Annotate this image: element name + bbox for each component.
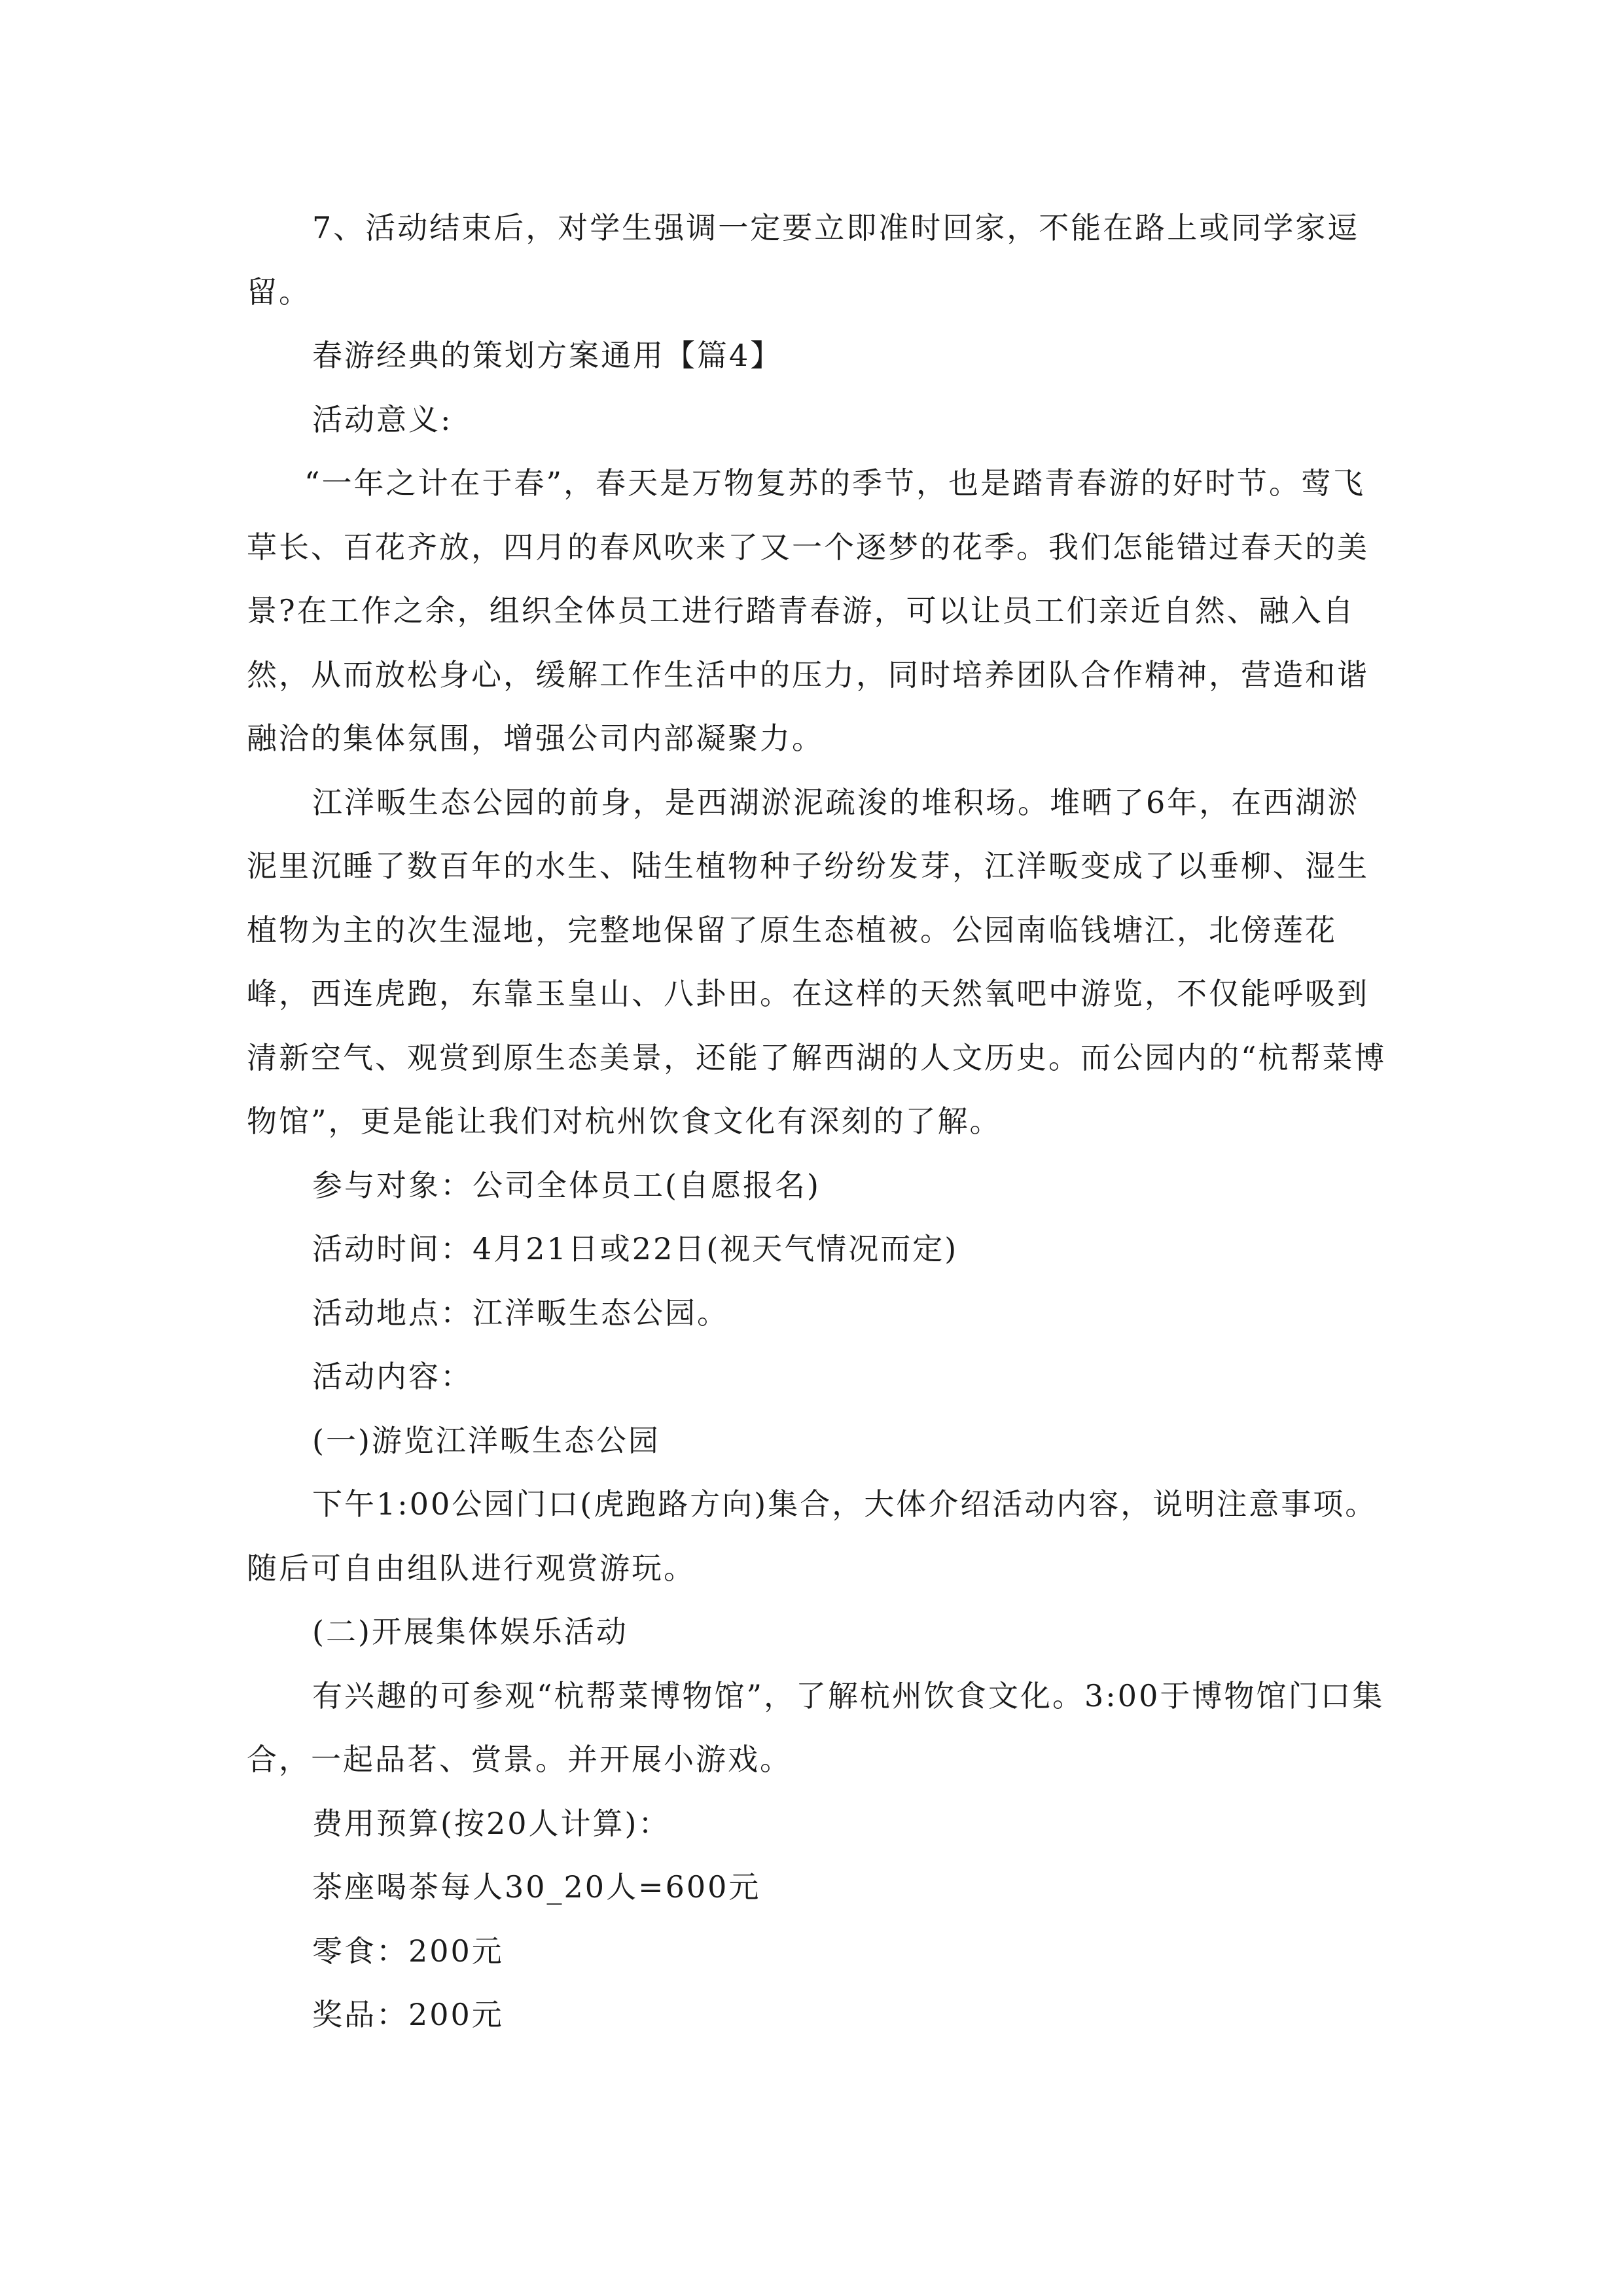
participants-line: 参与对象：公司全体员工(自愿报名) bbox=[312, 1167, 821, 1203]
budget-snacks-line: 零食：200元 bbox=[312, 1933, 504, 1969]
budget-tea-line: 茶座喝茶每人30_20人=600元 bbox=[312, 1869, 761, 1905]
section-heading: 春游经典的策划方案通用【篇4】 bbox=[312, 338, 783, 373]
budget-label: 费用预算(按20人计算)： bbox=[312, 1805, 671, 1841]
budget-prizes-line: 奖品：200元 bbox=[312, 1997, 504, 2032]
activity-time-line: 活动时间：4月21日或22日(视天气情况而定) bbox=[312, 1231, 959, 1266]
park-description-paragraph: 江洋畈生态公园的前身，是西湖淤泥疏浚的堆积场。堆晒了6年，在西湖淤泥里沉睡了数百年的水生、陆生植物种子纷纷发芽，江洋畈变成了以垂柳、湿生植物为主的次生湿地，完整地保留了原生态植被。公园南临钱塘江，北傍莲花峰，西连虎跑，东靠玉皇山、八卦田。在这样的天然氧吧中游览，不仅能呼吸到清新空气、观赏到原生态美景，还能了解西湖的人文历史。而公园内的“杭帮菜博物馆”，更是能让我们对杭州饮食文化有深刻的了解。 bbox=[247, 784, 1387, 1139]
subsection-one-heading: (一)游览江洋畈生态公园 bbox=[312, 1422, 660, 1458]
activity-significance-label: 活动意义: bbox=[312, 401, 453, 437]
activity-significance-paragraph: “一年之计在于春”，春天是万物复苏的季节，也是踏青春游的好时节。莺飞草长、百花齐放，四月的春风吹来了又一个逐梦的花季。我们怎能错过春天的美景?在工作之余，组织全体员工进行踏青春游，可以让员工们亲近自然、融入自然，从而放松身心，缓解工作生活中的压力，同时培养团队合作精神，营造和谐融洽的集体氛围，增强公司内部凝聚力。 bbox=[247, 465, 1369, 756]
document-body bbox=[247, 196, 1389, 2047]
paragraph-item-7: 7、活动结束后，对学生强调一定要立即准时回家，不能在路上或同学家逗留。 bbox=[247, 210, 1360, 310]
subsection-two-paragraph: 有兴趣的可参观“杭帮菜博物馆”，了解杭州饮食文化。3:00于博物馆门口集合，一起品茗、赏景。并开展小游戏。 bbox=[247, 1677, 1385, 1777]
activity-content-label: 活动内容： bbox=[312, 1359, 473, 1394]
activity-location-line: 活动地点：江洋畈生态公园。 bbox=[312, 1295, 729, 1331]
subsection-one-paragraph: 下午1:00公园门口(虎跑路方向)集合，大体介绍活动内容，说明注意事项。随后可自由组队进行观赏游玩。 bbox=[247, 1486, 1378, 1586]
subsection-two-heading: (二)开展集体娱乐活动 bbox=[312, 1614, 628, 1649]
